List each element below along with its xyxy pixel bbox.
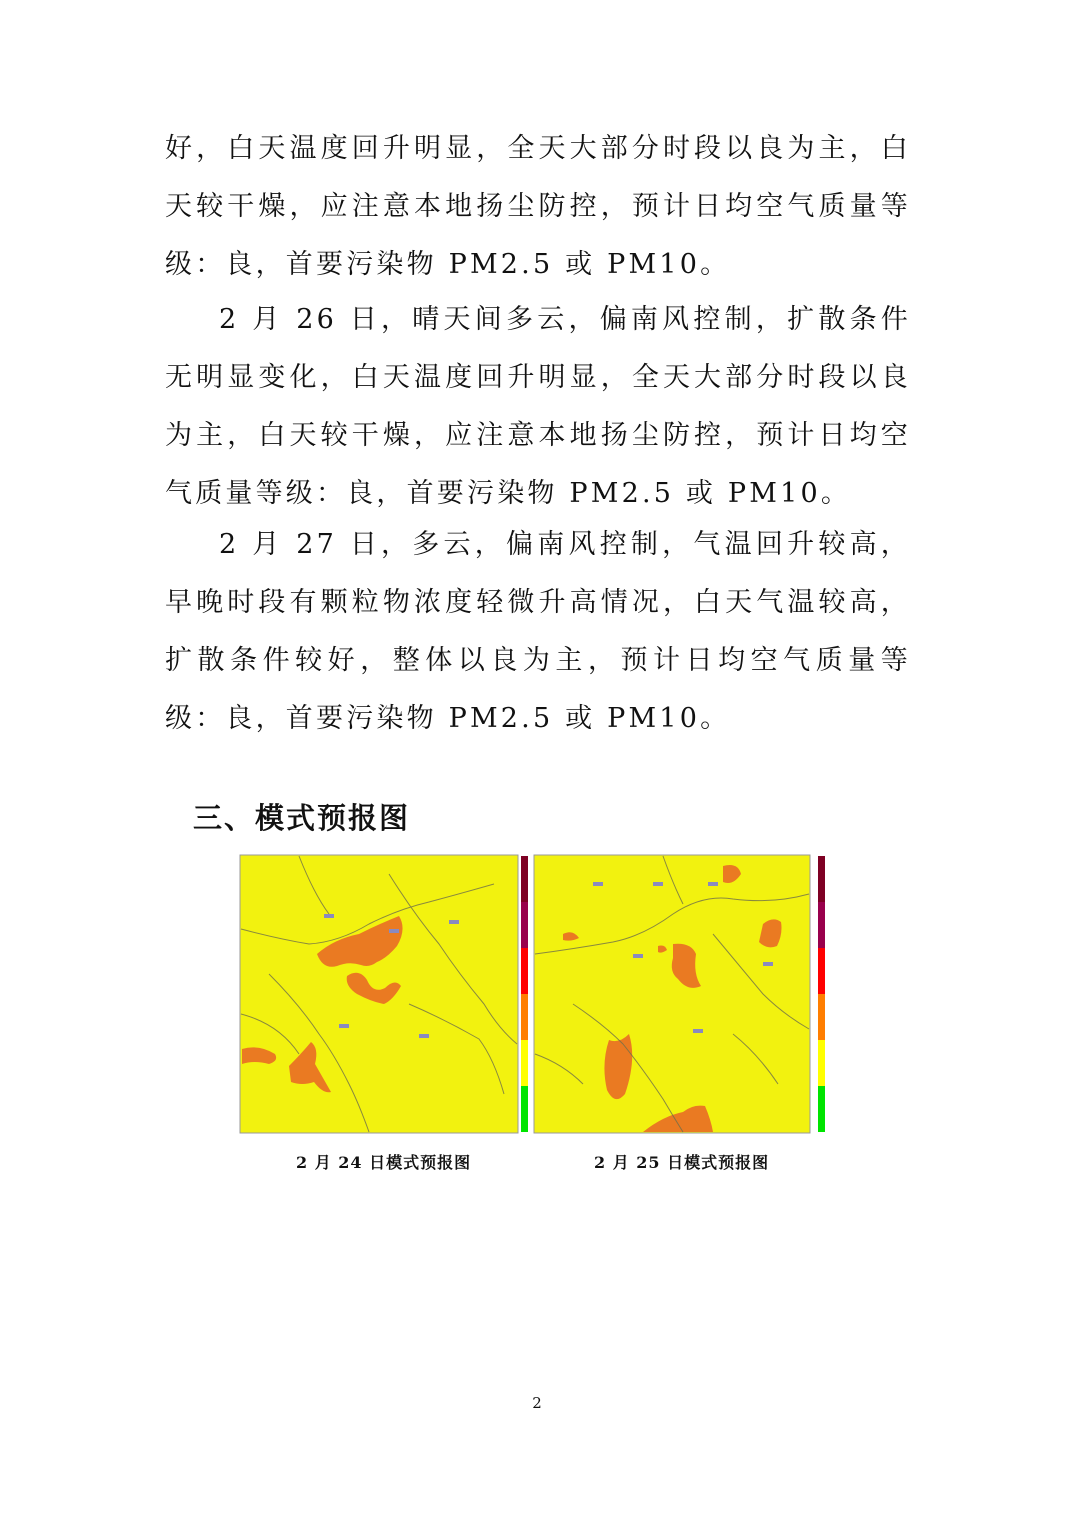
forecast-map-feb25 bbox=[533, 854, 833, 1134]
color-legend bbox=[818, 856, 825, 1132]
section-title: 三、模式预报图 bbox=[193, 801, 411, 835]
page-number: 2 bbox=[532, 1394, 542, 1412]
figure-caption-feb25: 2 月 25 日模式预报图 bbox=[594, 1153, 770, 1172]
paragraph-feb27: 2 月 27 日，多云，偏南风控制，气温回升较高，早晚时段有颗粒物浓度轻微升高情况，白天气温较高，扩散条件较好，整体以良为主，预计日均空气质量等级：良，首要污染物 PM2.5 或 PM10。 bbox=[165, 529, 911, 734]
forecast-map-feb24 bbox=[239, 854, 522, 1134]
figure-caption-feb24: 2 月 24 日模式预报图 bbox=[296, 1153, 472, 1172]
left-map-legend bbox=[521, 856, 529, 1134]
paragraph-feb26: 2 月 26 日，晴天间多云，偏南风控制，扩散条件无明显变化，白天温度回升明显，全天大部分时段以良为主，白天较干燥，应注意本地扬尘防控，预计日均空气质量等级：良，首要污染物 PM2.5 或 PM10。 bbox=[165, 304, 911, 509]
paragraph-feb25-continued: 好，白天温度回升明显，全天大部分时段以良为主，白天较干燥，应注意本地扬尘防控，预计日均空气质量等级：良，首要污染物 PM2.5 或 PM10。 bbox=[165, 133, 911, 280]
